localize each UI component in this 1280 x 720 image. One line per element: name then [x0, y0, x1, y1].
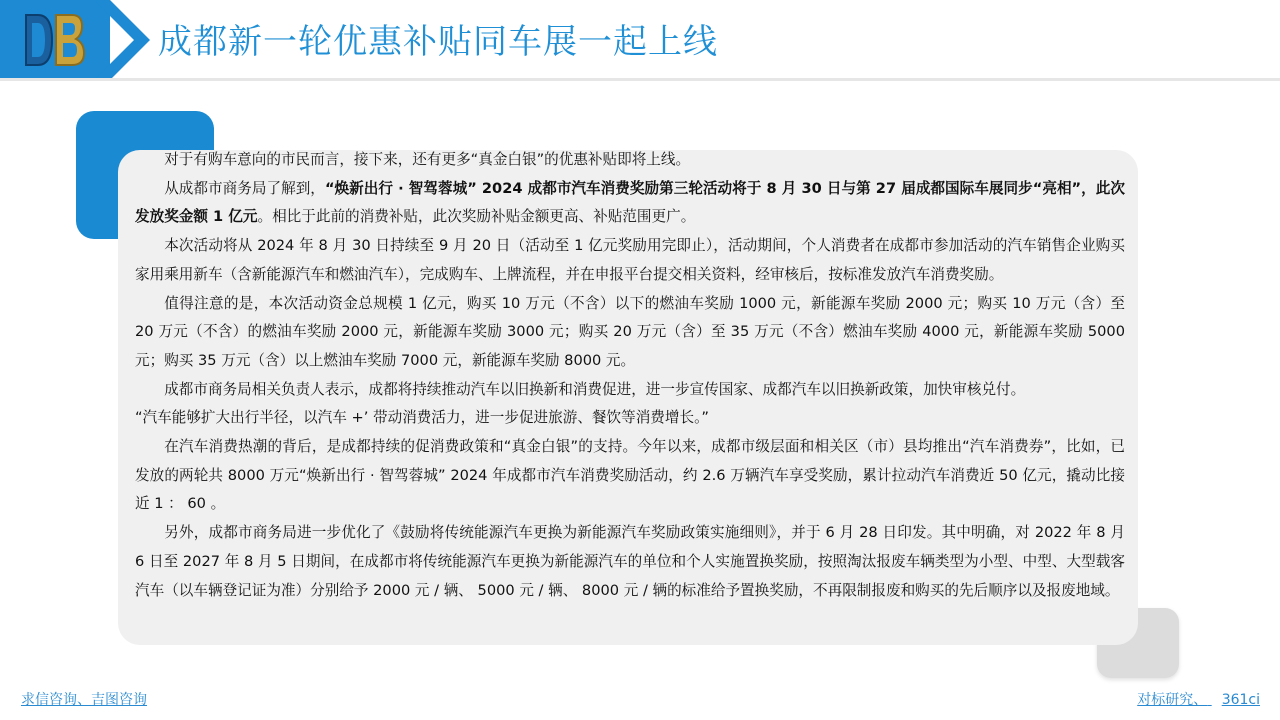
paragraph-2 [135, 175, 1125, 232]
paragraph-1: 对于有购车意向的市民而言，接下来，还有更多“真金白银”的优惠补贴即将上线。 [164, 151, 691, 168]
header-bar [0, 0, 1280, 80]
paragraph-7: 在汽车消费热潮的背后，是成都持续的促消费政策和“真金白银”的支持。今年以来，成都市级层面和相关区（市）县均推出“汽车消费券”，比如，已发放的两轮共 8000 万元“焕新出行 · 智驾蓉城” 2024 年成都市汽车消费奖励活动，约 2.6 万辆汽车享受奖励，累计拉动汽车消费近 50 亿元，撬动比接近 1 ： 60 。 [135, 438, 1125, 513]
paragraph-2-tail: 。相比于此前的消费补贴，此次奖励补贴金额更高、补贴范围更广。 [257, 208, 696, 226]
paragraph-3: 本次活动将从 2024 年 8 月 30 日持续至 9 月 20 日（活动至 1 亿元奖励用完即止），活动期间，个人消费者在成都市参加活动的汽车销售企业购买家用乘用新车（含新能源汽车和燃油汽车），完成购车、上牌流程，并在申报平台提交相关资料，经审核后，按标准发放汽车消费奖励。 [135, 237, 1125, 283]
article-body [135, 146, 1125, 605]
footer-link-benchmark[interactable]: 对标研究、 [1137, 692, 1208, 708]
paragraph-5: 成都市商务局相关负责人表示，成都将持续推动汽车以旧换新和消费促进，进一步宣传国家、成都汽车以旧换新政策，加快审核兑付。 [164, 380, 1026, 398]
paragraph-6-quote: “汽车能够扩大出行半径，以汽车 +’ 带动消费活力，进一步促进旅游、餐饮等消费增长。” [135, 409, 709, 427]
footer-link-361ci[interactable]: 361ci [1221, 692, 1260, 708]
paragraph-2-highlight: “焕新出行 · 智驾蓉城” 2024 成都市汽车消费奖励第三轮活动将于 8 月 30 日与第 27 届成都国际车展同步“亮相”，此次发放奖金额 1 亿元 [135, 179, 1125, 226]
footer-right-links [1137, 689, 1260, 709]
paragraph-8: 另外，成都市商务局进一步优化了《鼓励将传统能源汽车更换为新能源汽车奖励政策实施细则》，并于 6 月 28 日印发。其中明确，对 2022 年 8 月 6 日至 2027 年 8 月 5 日期间，在成都市将传统能源汽车更换为新能源汽车的单位和个人实施置换奖励，按照淘汰报废车辆类型为小型、中型、大型载客汽车（以车辆登记证为准）分别给予 2000 元 / 辆、 5000 元 / 辆、 8000 元 / 辆的标准给予置换奖励，不再限制报废和购买的先后顺序以及报废地域。 [135, 524, 1125, 599]
header-divider [0, 78, 1280, 81]
chevron-right-icon [94, 0, 154, 80]
footer-source-link[interactable]: 求信咨询、吉图咨询 [21, 692, 147, 708]
page-title: 成都新一轮优惠补贴同车展一起上线 [158, 22, 718, 62]
paragraph-4: 值得注意的是，本次活动资金总规模 1 亿元，购买 10 万元（不含）以下的燃油车奖励 1000 元，新能源车奖励 2000 元；购买 10 万元（含）至 20 万元（不含）的燃油车奖励 2000 元，新能源车奖励 3000 元；购买 20 万元（含）至 35 万元（不含）燃油车奖励 4000 元，新能源车奖励 5000 元；购买 35 万元（含）以上燃油车奖励 7000 元，新能源车奖励 8000 元。 [135, 294, 1125, 369]
logo-mark-icon [22, 13, 86, 67]
paragraph-2-lead: 从成都市商务局了解到， [164, 179, 325, 197]
